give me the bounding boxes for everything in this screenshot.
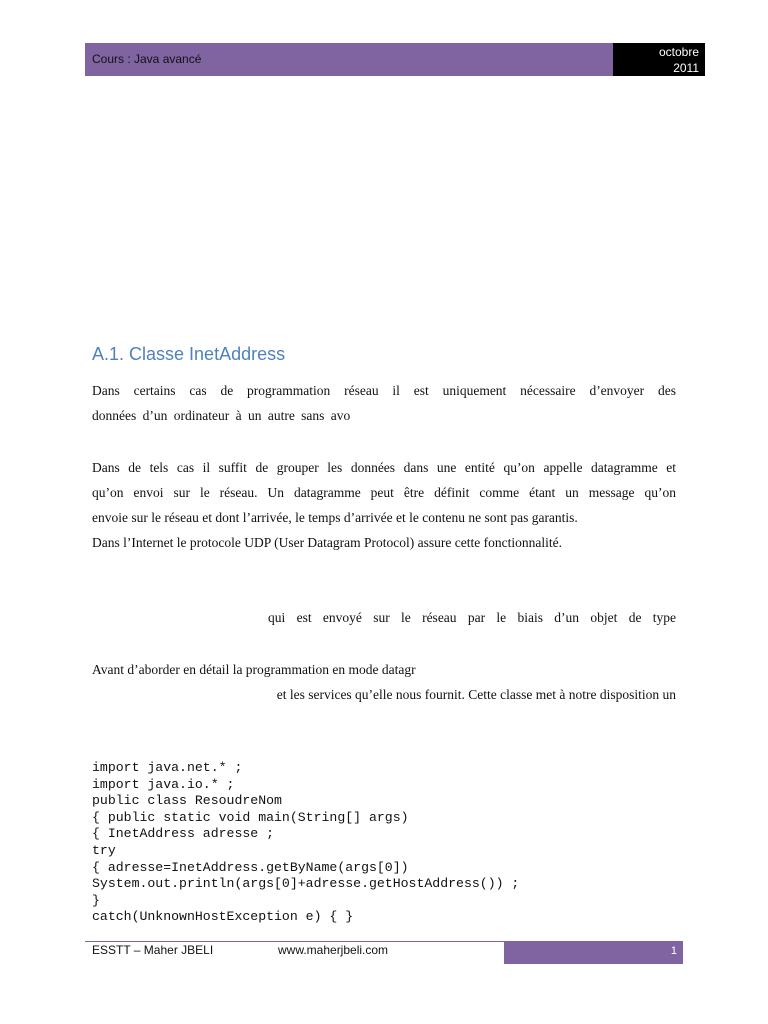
- paragraph-line: Dans de tels cas il suffit de grouper les données dans une entité qu’on appelle datagramme et: [92, 460, 676, 475]
- paragraph-line: Dans l’Internet le protocole UDP (User Datagram Protocol) assure cette fonctionnalité.: [92, 535, 562, 550]
- footer-author: ESSTT – Maher JBELI: [92, 943, 214, 957]
- header-date-month: octobre: [658, 45, 699, 59]
- paragraph-4: [92, 657, 676, 707]
- paragraph-line: envoie sur le réseau et dont l’arrivée, le temps d’arrivée et le contenu ne sont pas garantis.: [92, 510, 578, 525]
- code-line: import java.net.* ;: [92, 760, 243, 775]
- paragraph-line: et les services qu’elle nous fournit. Cette classe met à notre disposition un: [276, 687, 676, 702]
- code-line: System.out.println(args[0]+adresse.getHostAddress()) ;: [92, 876, 520, 892]
- paragraph-line: Dans certains cas de programmation réseau il est uniquement nécessaire d’envoyer des: [92, 383, 676, 398]
- footer-website-link[interactable]: www.maherjbeli.com: [278, 943, 389, 957]
- paragraph-3: [268, 605, 676, 630]
- paragraph-line: qui est envoyé sur le réseau par le biais d’un objet de type: [268, 610, 676, 625]
- code-block: [92, 760, 519, 926]
- code-line: { public static void main(String[] args): [92, 809, 409, 825]
- code-line: try: [92, 842, 116, 858]
- paragraph-line: qu’on envoi sur le réseau. Un datagramme peut être définit comme étant un message qu’on: [92, 485, 676, 500]
- paragraph-1: [92, 378, 676, 428]
- header-date-box: [613, 43, 705, 76]
- paragraph-line: Avant d’aborder en détail la programmation en mode datagr: [92, 662, 416, 677]
- code-line: { adresse=InetAddress.getByName(args[0]): [92, 859, 409, 875]
- paragraph-2: [92, 455, 676, 555]
- header-date-year: 2011: [673, 61, 699, 75]
- code-line: public class ResoudreNom: [92, 793, 282, 809]
- code-line: catch(UnknownHostException e) { }: [92, 909, 354, 925]
- section-heading: A.1. Classe InetAddress: [92, 344, 286, 364]
- code-line: { InetAddress adresse ;: [92, 826, 275, 842]
- code-line: import java.io.* ;: [92, 776, 235, 792]
- code-line: }: [92, 892, 100, 908]
- paragraph-line: données d’un ordinateur à un autre sans avo: [92, 408, 351, 423]
- course-title: Cours : Java avancé: [92, 52, 202, 66]
- page-number: 1: [504, 942, 683, 964]
